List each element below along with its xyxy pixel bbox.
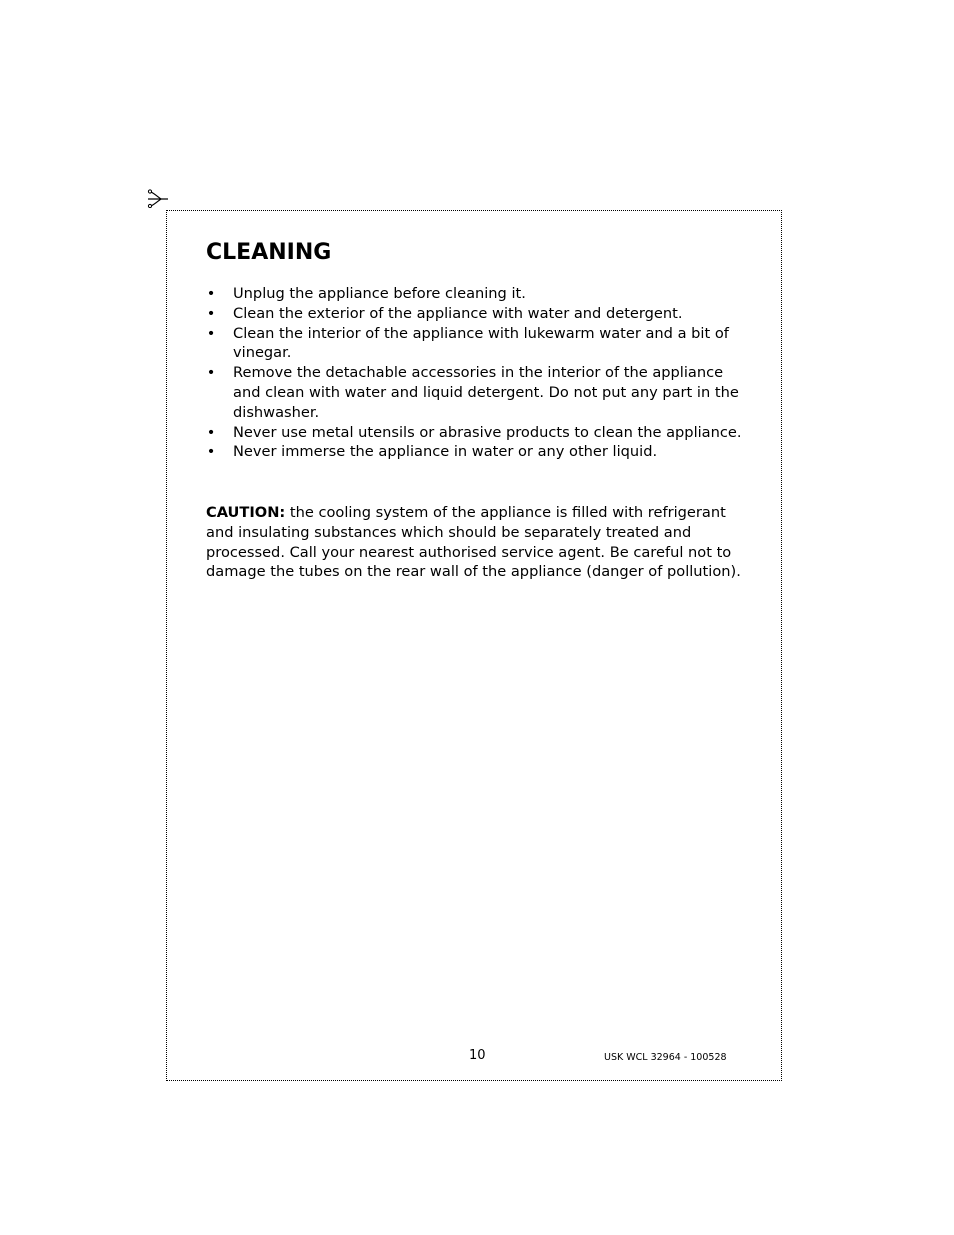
- list-item-text: Clean the interior of the appliance with lukewarm water and a bit of vinegar.: [233, 324, 729, 362]
- bullet-icon: •: [206, 443, 216, 461]
- page-heading: CLEANING: [206, 240, 332, 265]
- list-item: [206, 423, 751, 443]
- caution-paragraph: [206, 503, 751, 582]
- list-item-text: Unplug the appliance before cleaning it.: [233, 285, 526, 302]
- list-item: [206, 304, 751, 324]
- list-item-text: Clean the exterior of the appliance with water and detergent.: [233, 304, 683, 322]
- list-item: [206, 442, 751, 462]
- list-item-text: Never use metal utensils or abrasive products to clean the appliance.: [233, 423, 742, 441]
- list-item-text: Never immerse the appliance in water or any other liquid.: [233, 443, 658, 461]
- document-code: USK WCL 32964 - 100528: [604, 1052, 727, 1063]
- caution-text: the cooling system of the appliance is filled with refrigerant and insulating substances which should be separately treated and processed. Call your nearest authorised service agent. Be careful not to damage the tubes on the rear wall of the appliance (danger of pollution).: [206, 504, 741, 581]
- list-item-text: Remove the detachable accessories in the interior of the appliance and clean with water and liquid detergent. Do not put any part in the dishwasher.: [233, 364, 739, 421]
- bullet-icon: •: [206, 324, 216, 342]
- bullet-icon: •: [206, 423, 216, 441]
- cleaning-instructions-list: [206, 284, 751, 462]
- list-item: [206, 284, 751, 304]
- scissors-icon: [146, 186, 170, 208]
- list-item: [206, 324, 751, 364]
- list-item: [206, 363, 751, 422]
- bullet-icon: •: [206, 304, 216, 322]
- caution-label: CAUTION:: [206, 504, 286, 521]
- bullet-icon: •: [206, 285, 216, 302]
- page-number: 10: [469, 1048, 486, 1063]
- bullet-icon: •: [206, 364, 216, 382]
